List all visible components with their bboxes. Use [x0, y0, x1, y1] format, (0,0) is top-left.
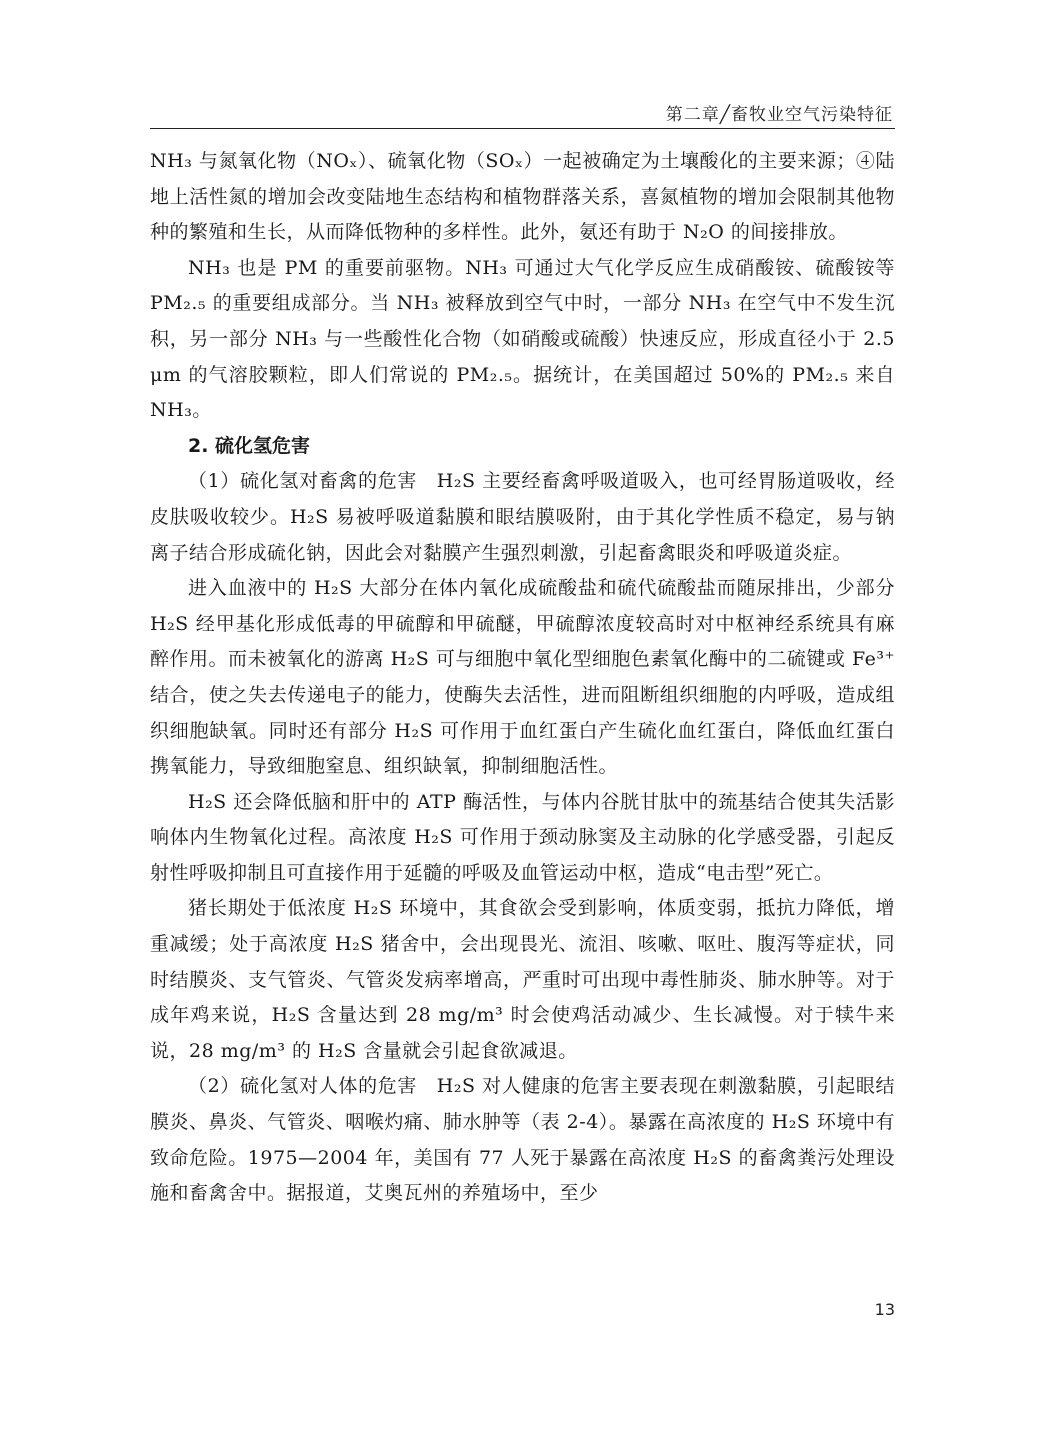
paragraph-h2s-humans: （2）硫化氢对人体的危害 H₂S 对人健康的危害主要表现在刺激黏膜，引起眼结膜炎、鼻炎、气管炎、咽喉灼痛、肺水肿等（表 2-4）。暴露在高浓度的 H₂S 环境中有致命危险。1975—2004 年，美国有 77 人死于暴露在高浓度 H₂S 的畜禽粪污处理设施和畜禽舍中。据报道，艾奥瓦州的养殖场中，至少: [150, 1075, 895, 1205]
body-text: [150, 144, 895, 1212]
paragraph-soil-acidification: NH₃ 与氮氧化物（NOₓ）、硫氧化物（SOₓ）一起被确定为土壤酸化的主要来源；④陆地上活性氮的增加会改变陆地生态结构和植物群落关系，喜氮植物的增加会限制其他物种的繁殖和生长，从而降低物种的多样性。此外，氨还有助于 N₂O 的间接排放。: [150, 150, 895, 244]
paragraph-pm-precursor: NH₃ 也是 PM 的重要前驱物。NH₃ 可通过大气化学反应生成硝酸铵、硫酸铵等 PM₂.₅ 的重要组成部分。当 NH₃ 被释放到空气中时，一部分 NH₃ 在空气中不发生沉积，另一部分 NH₃ 与一些酸性化合物（如硝酸或硫酸）快速反应，形成直径小于 2.5 μm 的气溶胶颗粒，即人们常说的 PM₂.₅。据统计，在美国超过 50%的 PM₂.₅ 来自 NH₃。: [150, 256, 895, 422]
section-heading-h2s-hazard: 2. 硫化氢危害: [188, 434, 311, 457]
paragraph-h2s-livestock: （1）硫化氢对畜禽的危害 H₂S 主要经畜禽呼吸道吸入，也可经胃肠道吸收，经皮肤吸收较少。H₂S 易被呼吸道黏膜和眼结膜吸附，由于其化学性质不稳定，易与钠离子结合形成硫化钠，因此会对黏膜产生强烈刺激，引起畜禽眼炎和呼吸道炎症。: [150, 470, 895, 564]
running-header: 第二章╱畜牧业空气污染特征: [665, 105, 893, 125]
page-number: 13: [874, 1300, 895, 1319]
paragraph-h2s-pigs: 猪长期处于低浓度 H₂S 环境中，其食欲会受到影响，体质变弱，抵抗力降低，增重减缓；处于高浓度 H₂S 猪舍中，会出现畏光、流泪、咳嗽、呕吐、腹泻等症状，同时结膜炎、支气管炎、气管炎发病率增高，严重时可出现中毒性肺炎、肺水肿等。对于成年鸡来说，H₂S 含量达到 28 mg/m³ 时会使鸡活动减少、生长减慢。对于犊牛来说，28 mg/m³ 的 H₂S 含量就会引起食欲减退。: [150, 897, 895, 1062]
header-divider: [150, 128, 895, 129]
paragraph-h2s-blood: 进入血液中的 H₂S 大部分在体内氧化成硫酸盐和硫代硫酸盐而随尿排出，少部分 H₂S 经甲基化形成低毒的甲硫醇和甲硫醚，甲硫醇浓度较高时对中枢神经系统具有麻醉作用。而未被氧化的游离 H₂S 可与细胞中氧化型细胞色素氧化酶中的二硫键或 Fe³⁺ 结合，使之失去传递电子的能力，使酶失去活性，进而阻断组织细胞的内呼吸，造成组织细胞缺氧。同时还有部分 H₂S 可作用于血红蛋白产生硫化血红蛋白，降低血红蛋白携氧能力，导致细胞窒息、组织缺氧，抑制细胞活性。: [150, 577, 895, 778]
paragraph-h2s-atp: H₂S 还会降低脑和肝中的 ATP 酶活性，与体内谷胱甘肽中的巯基结合使其失活影响体内生物氧化过程。高浓度 H₂S 可作用于颈动脉窦及主动脉的化学感受器，引起反射性呼吸抑制且可直接作用于延髓的呼吸及血管运动中枢，造成“电击型”死亡。: [150, 790, 895, 884]
